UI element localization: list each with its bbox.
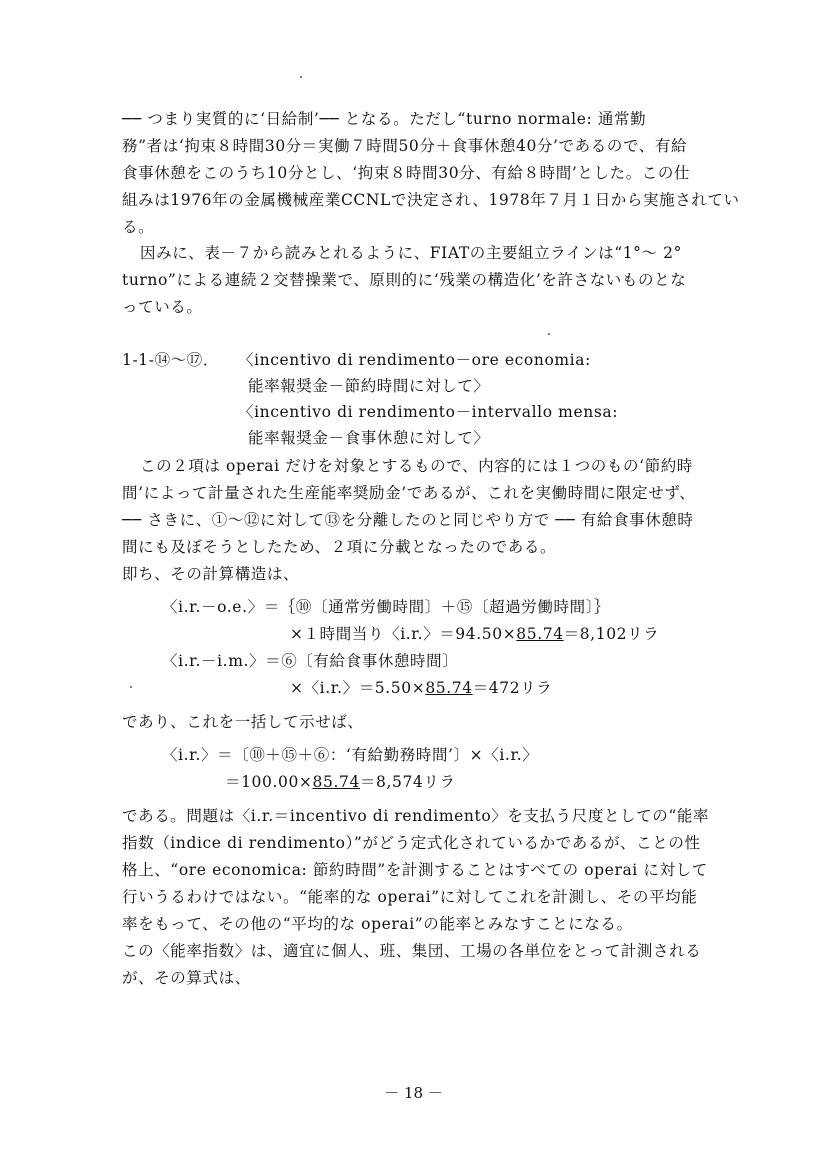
section-heading: 〈incentivo di rendimento－intervallo mensa: [238, 403, 619, 421]
text-line: この〈能率指数〉は、適宜に個人、班、集団、工場の各単位をとって計測される [122, 942, 702, 960]
text-line: であり、これを一括して示せば、 [122, 713, 364, 731]
formula-line [225, 772, 456, 792]
text-line: である。問題は〈i.r.＝incentivo di rendimento〉を支払う尺度としての“能率 [122, 807, 710, 825]
text-line: 即ち、その計算構造は、 [122, 565, 300, 583]
section-heading-sub: 能率報奨金－食事休憩に対して〉 [248, 429, 490, 447]
formula-result: ＝8,574リラ [359, 773, 456, 791]
text-line: 因みに、表－７から読みとれるように、FIATの主要組立ラインは“1°～ 2° [140, 244, 682, 262]
text-line: が、その算式は、 [122, 969, 251, 987]
exchange-rate: 85.74 [425, 679, 473, 697]
text-line: 格上、“ore economica: 節約時間”を計測することはすべての operai に対して [122, 861, 708, 879]
scan-speck [548, 333, 550, 335]
text-line: 率をもって、その他の“平均的な operai”の能率とみなすことになる。 [122, 915, 633, 933]
text-line: 食事休憩をこのうち10分とし、‘拘束８時間30分、有給８時間’とした。この仕 [122, 164, 691, 182]
section-heading: 〈incentivo di rendimento－ore economia: [238, 351, 591, 369]
formula-result: ＝472リラ [472, 679, 553, 697]
exchange-rate: 85.74 [516, 625, 564, 643]
formula-text: ×〈i.r.〉＝5.50× [290, 679, 426, 697]
formula-result: ＝8,102リラ [563, 625, 660, 643]
text-line: ── つまり実質的に‘日給制’── となる。ただし“turno normale: 通常勤 [122, 110, 647, 128]
text-line: 間’によって計量された生産能率奨励金’であるが、これを実働時間に限定せず、 [122, 484, 696, 502]
text-line: ── さきに、①～⑫に対して⑬を分離したのと同じやり方で ── 有給食事休憩時 [122, 511, 694, 529]
text-line: この２項は operai だけを対象とするもので、内容的には１つのもの‘節約時 [140, 457, 693, 475]
formula-line: 〈i.r.〉＝〔⑩＋⑮＋⑥：‘有給勤務時間’〕×〈i.r.〉 [162, 746, 539, 764]
text-line: 務”者は‘拘束８時間30分＝実働７時間50分＋食事休憩40分’であるので、有給 [122, 137, 688, 155]
text-line: 行いうるわけではない。“能率的な operai”に対してこれを計測し、その平均能 [122, 888, 698, 906]
page-number: － 18 － [384, 1084, 443, 1102]
formula-line [290, 624, 659, 644]
formula-line: 〈i.r.－i.m.〉＝⑥〔有給食事休憩時間〕 [162, 652, 459, 670]
formula-line: 〈i.r.－o.e.〉＝｛⑩〔通常労働時間〕＋⑮〔超過労働時間〕｝ [162, 598, 611, 616]
formula-text: ＝100.00× [225, 773, 313, 791]
scan-speck [130, 686, 132, 688]
text-line: turno”による連続２交替操業で、原則的に‘残業の構造化’を許さないものとな [122, 271, 687, 289]
text-line: 組みは1976年の金属機械産業CCNLで決定され、1978年７月１日から実施されてい [122, 191, 740, 209]
text-line: る。 [122, 218, 155, 236]
formula-line [290, 678, 552, 698]
scan-speck [300, 76, 302, 78]
section-number: 1-1-⑭～⑰． [122, 351, 219, 369]
formula-text: ×１時間当り〈i.r.〉＝94.50× [290, 625, 517, 643]
text-line: 指数（indice di rendimento）”がどう定式化されているかであるが、ことの性 [122, 834, 701, 852]
text-line: 間にも及ぼそうとしたため、２項に分載となったのである。 [122, 538, 557, 556]
exchange-rate: 85.74 [312, 773, 360, 791]
text-line: っている。 [122, 298, 203, 316]
section-heading-sub: 能率報奨金－節約時間に対して〉 [248, 377, 490, 395]
